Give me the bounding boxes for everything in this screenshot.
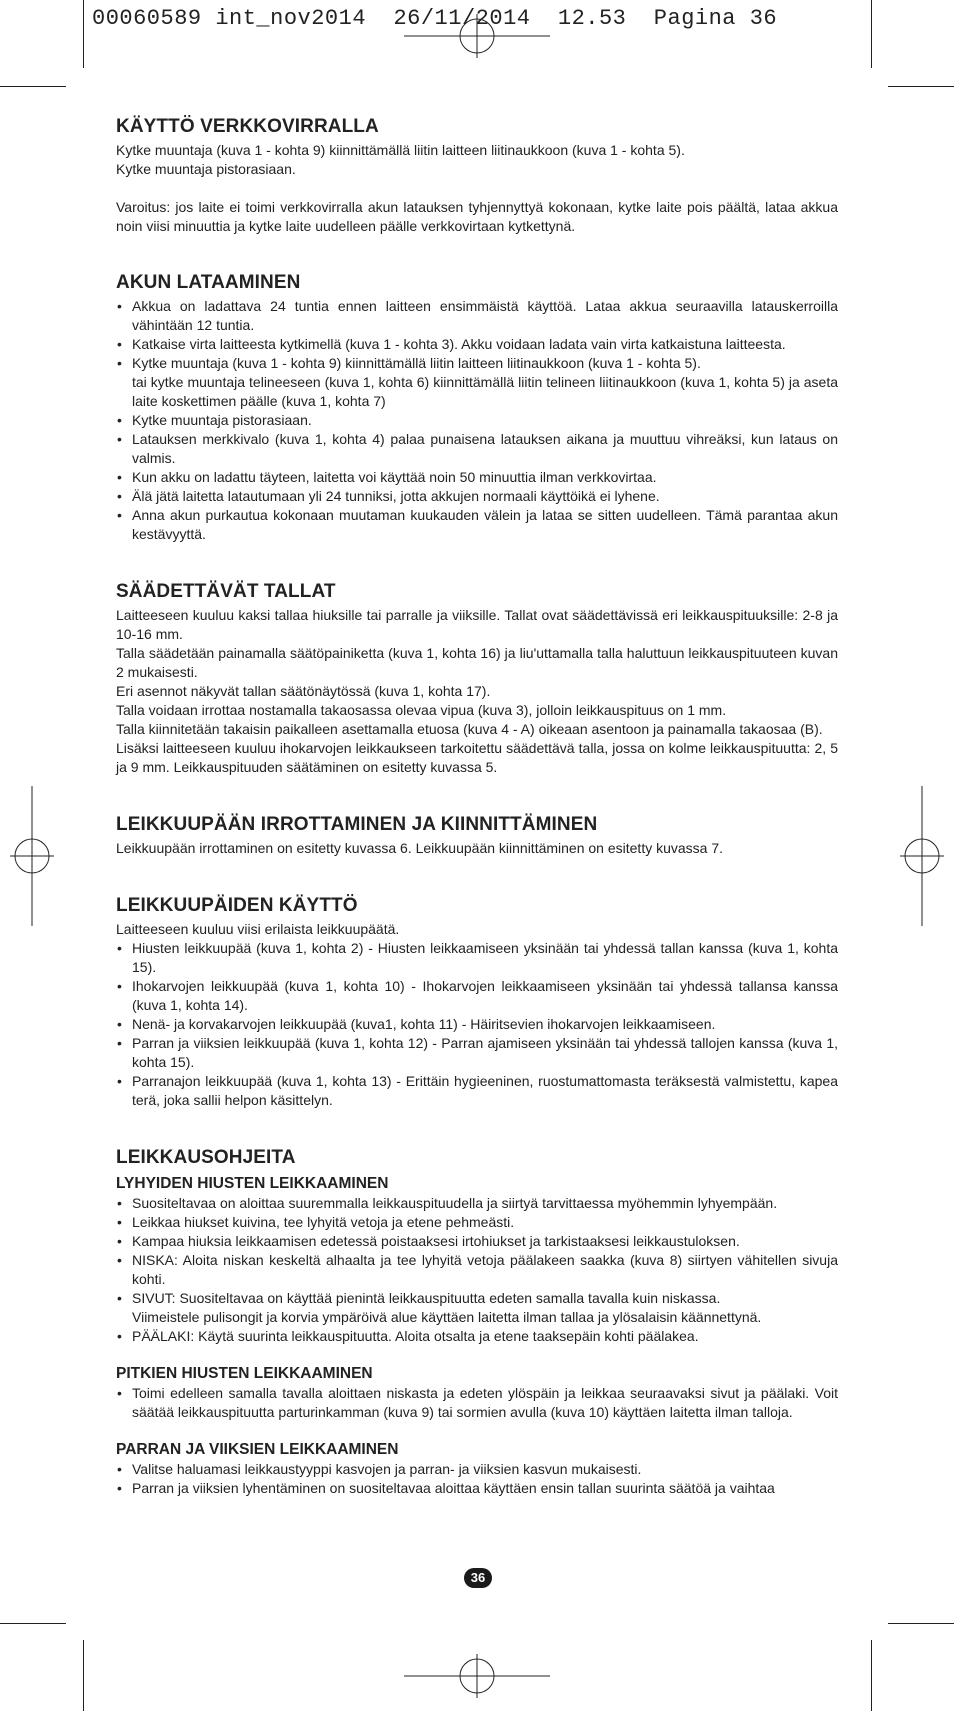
list-item: • Kytke muuntaja (kuva 1 - kohta 9) kiinnittämällä liitin laitteen liitinaukkoon (kuva 1 - kohta 5). tai kytke muuntaja telineeseen (kuva 1, kohta 6) kiinnittämällä liitin telineen liitinaukkoon (kuva 1, kohta 5) ja aseta laite koskettimen päälle (kuva 1, kohta 7) [116, 354, 838, 411]
section-heading: AKUN LATAAMINEN [116, 272, 301, 293]
list-item: • Kampaa hiuksia leikkaamisen edetessä poistaaksesi irtohiukset ja tarkistaaksesi leikkaustuloksen. [116, 1232, 838, 1251]
page-number: 36 [464, 1568, 492, 1588]
section-charging [116, 272, 838, 544]
paragraph: Talla kiinnitetään takaisin paikalleen asettamalla etuosa (kuva 4 - A) oikeaan asentoon ja painamalla takaosaa (B). [116, 721, 823, 737]
crop-line-bottom-right-h [888, 1623, 954, 1624]
section-heading: LEIKKAUSOHJEITA [116, 1147, 296, 1168]
section-heads-usage [116, 895, 838, 1110]
crop-line-bottom-left-v [83, 1640, 84, 1711]
list-item: • Anna akun purkautua kokonaan muutaman kuukauden välein ja lataa se sitten uudelleen. Tämä parantaa akun kestävyyttä. [116, 506, 838, 544]
paragraph: Laitteeseen kuuluu viisi erilaista leikkuupäätä. [116, 921, 400, 937]
paragraph: Eri asennot näkyvät tallan säätönäytössä (kuva 1, kohta 17). [116, 683, 491, 699]
section-heading: SÄÄDETTÄVÄT TALLAT [116, 581, 336, 602]
subsection-short-hair [116, 1175, 838, 1346]
page-content [116, 116, 838, 1498]
section-heading: LEIKKUUPÄIDEN KÄYTTÖ [116, 895, 358, 916]
paragraph-spacer [116, 179, 838, 198]
crop-line-top-right-v [871, 0, 872, 68]
subsection-heading: PITKIEN HIUSTEN LEIKKAAMINEN [116, 1365, 373, 1382]
crop-line-top-left-v [83, 0, 84, 68]
list-item: • Parran ja viiksien lyhentäminen on suositeltavaa aloittaa käyttäen ensin tallan suurinta säätöä ja vaihtaa [116, 1479, 838, 1498]
crop-line-top-left-h [0, 86, 66, 87]
crop-line-bottom-right-v [871, 1640, 872, 1711]
subsection-beard [116, 1441, 838, 1498]
print-slug: 00060589 int_nov2014 26/11/2014 12.53 Pagina 36 [92, 6, 778, 31]
registration-mark-top [404, 14, 550, 58]
list-item: • Akkua on ladattava 24 tuntia ennen laitteen ensimmäistä käyttöä. Lataa akkua seuraavilla latauskerroilla vähintään 12 tuntia. [116, 297, 838, 335]
list-item: • PÄÄLAKI: Käytä suurinta leikkauspituutta. Aloita otsalta ja etene taaksepäin kohti päälakea. [116, 1327, 838, 1346]
section-heading: KÄYTTÖ VERKKOVIRRALLA [116, 116, 379, 137]
bullet-list [116, 1194, 838, 1346]
section-cutting-tips [116, 1147, 838, 1498]
crop-line-top-right-h [888, 86, 954, 87]
list-item: • Leikkaa hiukset kuivina, tee lyhyitä vetoja ja etene pehmeästi. [116, 1213, 838, 1232]
list-item: • Latauksen merkkivalo (kuva 1, kohta 4) palaa punaisena latauksen aikana ja muuttuu vihreäksi, kun lataus on valmis. [116, 430, 838, 468]
paragraph: Lisäksi laitteeseen kuuluu ihokarvojen leikkaukseen tarkoitettu säädettävä talla, jossa on kolme leikkauspituutta: 2, 5 ja 9 mm. Leikkauspituuden säätäminen on esitetty kuvassa 5. [116, 740, 838, 775]
list-item: • Älä jätä laitetta latautumaan yli 24 tunniksi, jotta akkujen normaali käyttöikä ei lyhene. [116, 487, 838, 506]
bullet-list [116, 939, 838, 1110]
section-adjustable-combs [116, 581, 838, 777]
paragraph: Laitteeseen kuuluu kaksi tallaa hiuksille tai parralle ja viiksille. Tallat ovat säädettävissä eri leikkauspituuksille: 2-8 ja 10-16 mm. [116, 607, 838, 642]
section-heading: LEIKKUUPÄÄN IRROTTAMINEN JA KIINNITTÄMINEN [116, 814, 598, 835]
list-item: • Valitse haluamasi leikkaustyyppi kasvojen ja parran- ja viiksien kasvun mukaisesti. [116, 1460, 838, 1479]
crop-line-bottom-left-h [0, 1623, 66, 1624]
list-item: • Toimi edelleen samalla tavalla aloittaen niskasta ja edeten ylöspäin ja leikkaa seuraavaksi sivut ja päälaki. Voit säätää leikkauspituutta parturinkamman (kuva 9) tai sormien avulla (kuva 10) käyttäen laitetta ilman talloja. [116, 1384, 838, 1422]
list-item: • NISKA: Aloita niskan keskeltä alhaalta ja tee lyhyitä vetoja päälakeen saakka (kuva 8) siirtyen vähitellen sivuja kohti. [116, 1251, 838, 1289]
list-item: • Katkaise virta laitteesta kytkimellä (kuva 1 - kohta 3). Akku voidaan ladata vain virta katkaistuna laitteesta. [116, 335, 838, 354]
registration-mark-bottom [404, 1654, 550, 1698]
bullet-list [116, 1384, 838, 1422]
list-item: • Nenä- ja korvakarvojen leikkuupää (kuva1, kohta 11) - Häiritsevien ihokarvojen leikkaamiseen. [116, 1015, 838, 1034]
list-item: • Kytke muuntaja pistorasiaan. [116, 411, 838, 430]
list-item: • Suositeltavaa on aloittaa suuremmalla leikkauspituudella ja siirtyä tarvittaessa myöhemmin lyhyempään. [116, 1194, 838, 1213]
paragraph: Kytke muuntaja pistorasiaan. [116, 161, 296, 177]
list-item: • Kun akku on ladattu täyteen, laitetta voi käyttää noin 50 minuuttia ilman verkkovirtaa. [116, 468, 838, 487]
subsection-heading: PARRAN JA VIIKSIEN LEIKKAAMINEN [116, 1441, 399, 1458]
subsection-long-hair [116, 1365, 838, 1422]
paragraph: Talla voidaan irrottaa nostamalla takaosassa olevaa vipua (kuva 3), jolloin leikkauspituus on 1 mm. [116, 702, 727, 718]
paragraph: Leikkuupään irrottaminen on esitetty kuvassa 6. Leikkuupään kiinnittäminen on esitetty kuvassa 7. [116, 840, 724, 856]
section-mains-use [116, 116, 838, 236]
section-head-removal [116, 814, 838, 858]
list-item: • Parran ja viiksien leikkuupää (kuva 1, kohta 12) - Parran ajamiseen yksinään tai yhdessä tallojen kanssa (kuva 1, kohta 15). [116, 1034, 838, 1072]
registration-mark-left [10, 786, 54, 926]
subsection-heading: LYHYIDEN HIUSTEN LEIKKAAMINEN [116, 1175, 389, 1192]
registration-mark-right [900, 786, 944, 926]
paragraph: Talla säädetään painamalla säätöpainiketta (kuva 1, kohta 16) ja liu'uttamalla talla haluttuun leikkauspituuteen kuvan 2 mukaisesti. [116, 645, 838, 680]
paragraph: Varoitus: jos laite ei toimi verkkovirralla akun latauksen tyhjennyttyä kokonaan, kytke laite pois päältä, lataa akkua noin viisi minuuttia ja kytke laite uudelleen päälle verkkovirtaan kytkettynä. [116, 199, 838, 234]
paragraph: Kytke muuntaja (kuva 1 - kohta 9) kiinnittämällä liitin laitteen liitinaukkoon (kuva 1 - kohta 5). [116, 142, 685, 158]
list-item: • Ihokarvojen leikkuupää (kuva 1, kohta 10) - Ihokarvojen leikkaamiseen yksinään tai yhdessä tallansa kanssa (kuva 1, kohta 14). [116, 977, 838, 1015]
bullet-list [116, 297, 838, 544]
list-item: • Parranajon leikkuupää (kuva 1, kohta 13) - Erittäin hygieeninen, ruostumattomasta teräksestä valmistettu, kapea terä, joka sallii helpon käsittelyn. [116, 1072, 838, 1110]
bullet-list [116, 1460, 838, 1498]
list-item: • SIVUT: Suositeltavaa on käyttää pienintä leikkauspituutta edeten samalla tavalla kuin niskassa. Viimeistele pulisongit ja korvia ympäröivä alue käyttäen laitetta ilman tallaa ja ylösalaisin käännettynä. [116, 1289, 838, 1327]
list-item: • Hiusten leikkuupää (kuva 1, kohta 2) - Hiusten leikkaamiseen yksinään tai yhdessä tallan kanssa (kuva 1, kohta 15). [116, 939, 838, 977]
